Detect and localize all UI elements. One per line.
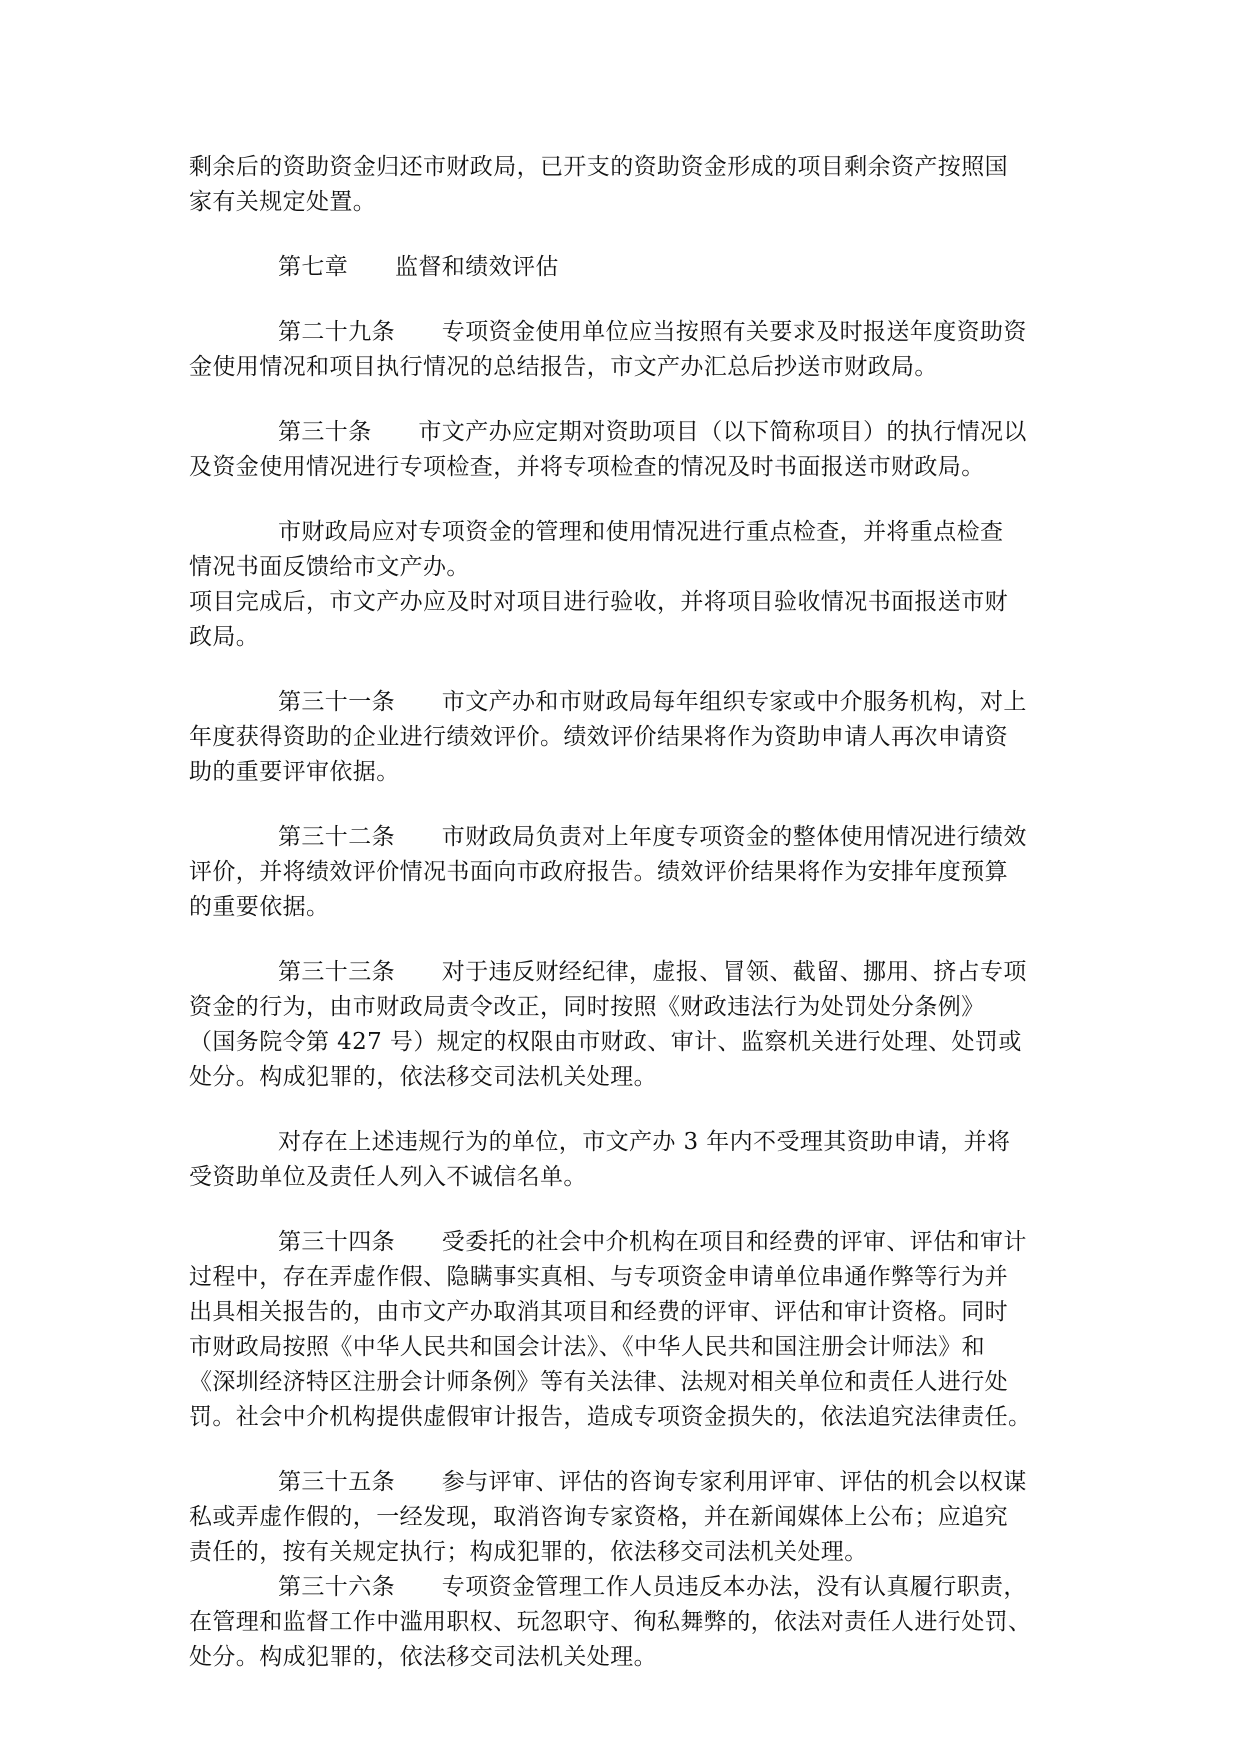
text-line: 过程中，存在弄虚作假、隐瞒事实真相、与专项资金申请单位串通作弊等行为并 <box>189 1264 1008 1290</box>
text-line: 资金的行为，由市财政局责令改正，同时按照《财政违法行为处罚处分条例》 <box>189 994 985 1020</box>
text-line: 第三十一条 市文产办和市财政局每年组织专家或中介服务机构，对上 <box>278 689 1027 715</box>
text-line: 出具相关报告的，由市文产办取消其项目和经费的评审、评估和审计资格。同时 <box>189 1299 1008 1325</box>
text-line: 处分。构成犯罪的，依法移交司法机关处理。 <box>189 1644 657 1670</box>
article-31 <box>189 685 1051 790</box>
text-line: 第三十六条 专项资金管理工作人员违反本办法，没有认真履行职责， <box>278 1574 1027 1600</box>
text-line: 助的重要评审依据。 <box>189 759 400 785</box>
article-36 <box>189 1570 1051 1675</box>
text-line: 对存在上述违规行为的单位，市文产办 3 年内不受理其资助申请，并将 <box>278 1129 1011 1155</box>
document-body <box>189 150 1051 1675</box>
text-line: 的重要依据。 <box>189 894 330 920</box>
text-line: 罚。社会中介机构提供虚假审计报告，造成专项资金损失的，依法追究法律责任。 <box>189 1404 1032 1430</box>
chapter-heading <box>189 250 1051 285</box>
text-line: 第三十条 市文产办应定期对资助项目（以下简称项目）的执行情况以 <box>278 419 1027 445</box>
text-line: 责任的，按有关规定执行；构成犯罪的，依法移交司法机关处理。 <box>189 1539 868 1565</box>
text-line: 市财政局按照《中华人民共和国会计法》、《中华人民共和国注册会计师法》和 <box>189 1334 985 1360</box>
text-line: 市财政局应对专项资金的管理和使用情况进行重点检查，并将重点检查 <box>278 519 1004 545</box>
paragraph-continuation <box>189 150 1051 220</box>
article-35 <box>189 1465 1051 1570</box>
text-line: 政局。 <box>189 624 260 650</box>
article-30 <box>189 415 1051 485</box>
text-line: 在管理和监督工作中滥用职权、玩忽职守、徇私舞弊的，依法对责任人进行处罚、 <box>189 1609 1032 1635</box>
article-33 <box>189 955 1051 1095</box>
text-line: 第三十二条 市财政局负责对上年度专项资金的整体使用情况进行绩效 <box>278 824 1027 850</box>
text-line: 评价，并将绩效评价情况书面向市政府报告。绩效评价结果将作为安排年度预算 <box>189 859 1008 885</box>
text-line: 第三十三条 对于违反财经纪律，虚报、冒领、截留、挪用、挤占专项 <box>278 959 1027 985</box>
text-line: 情况书面反馈给市文产办。 <box>189 554 470 580</box>
text-line: 第二十九条 专项资金使用单位应当按照有关要求及时报送年度资助资 <box>278 319 1027 345</box>
text-line: 私或弄虚作假的，一经发现，取消咨询专家资格，并在新闻媒体上公布；应追究 <box>189 1504 1008 1530</box>
text-line: 第七章 监督和绩效评估 <box>278 254 559 280</box>
text-line: 金使用情况和项目执行情况的总结报告，市文产办汇总后抄送市财政局。 <box>189 354 938 380</box>
article-29 <box>189 315 1051 385</box>
text-line: 第三十五条 参与评审、评估的咨询专家利用评审、评估的机会以权谋 <box>278 1469 1027 1495</box>
text-line: 剩余后的资助资金归还市财政局，已开支的资助资金形成的项目剩余资产按照国 <box>189 154 1008 180</box>
text-line: 《深圳经济特区注册会计师条例》等有关法律、法规对相关单位和责任人进行处 <box>189 1369 1008 1395</box>
article-32 <box>189 820 1051 925</box>
text-line: 受资助单位及责任人列入不诚信名单。 <box>189 1164 587 1190</box>
article-33-para-2 <box>189 1125 1051 1195</box>
article-30-para-3 <box>189 585 1051 655</box>
text-line: 家有关规定处置。 <box>189 189 377 215</box>
text-line: （国务院令第 427 号）规定的权限由市财政、审计、监察机关进行处理、处罚或 <box>189 1029 1022 1055</box>
text-line: 及资金使用情况进行专项检查，并将专项检查的情况及时书面报送市财政局。 <box>189 454 985 480</box>
text-line: 项目完成后，市文产办应及时对项目进行验收，并将项目验收情况书面报送市财 <box>189 589 1008 615</box>
article-34 <box>189 1225 1051 1435</box>
text-line: 处分。构成犯罪的，依法移交司法机关处理。 <box>189 1064 657 1090</box>
text-line: 年度获得资助的企业进行绩效评价。绩效评价结果将作为资助申请人再次申请资 <box>189 724 1008 750</box>
text-line: 第三十四条 受委托的社会中介机构在项目和经费的评审、评估和审计 <box>278 1229 1027 1255</box>
article-30-para-2 <box>189 515 1051 585</box>
